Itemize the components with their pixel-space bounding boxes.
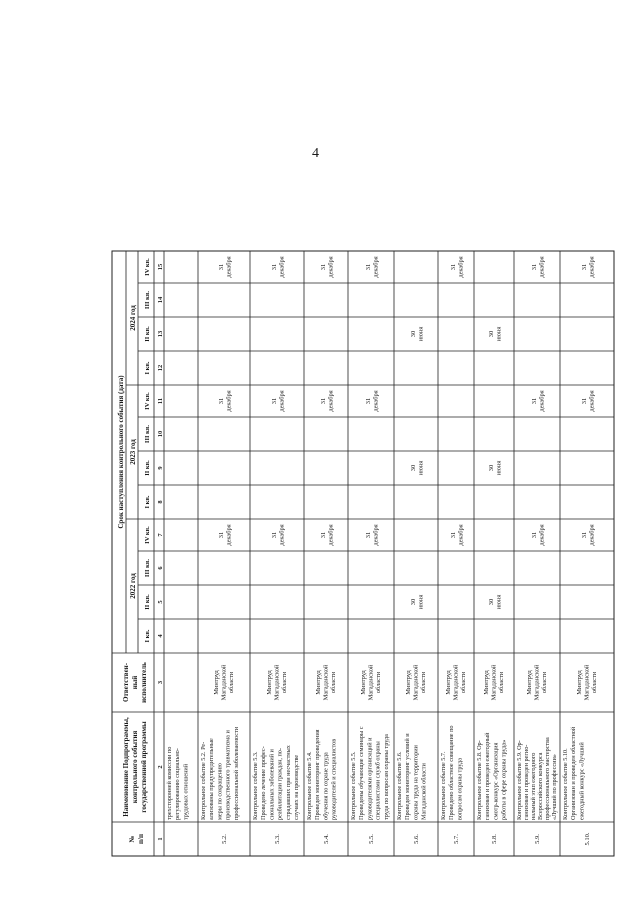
row-date: 31 <box>581 531 588 539</box>
row-name: Магаданской области <box>420 763 428 820</box>
row-date: июня <box>495 326 503 342</box>
column-number: 5 <box>157 600 164 604</box>
header-quarter: I кв. <box>144 629 151 643</box>
row-date: июня <box>417 326 425 342</box>
row-date: 30 <box>488 598 495 606</box>
row-responsible: Магаданской <box>273 664 281 701</box>
row-date: 31 <box>320 263 327 271</box>
row-date: 30 <box>488 330 495 338</box>
row-responsible: Магаданской <box>367 664 375 701</box>
row-date: 31 <box>218 531 225 539</box>
column-number: 2 <box>157 765 164 769</box>
header-resp: ный <box>131 675 139 690</box>
row-date: декабря <box>538 390 546 412</box>
header-quarter: III кв. <box>144 424 151 444</box>
row-date: 31 <box>531 531 538 539</box>
row-number: 5.6. <box>413 834 420 844</box>
row-responsible: Минтруд <box>445 670 452 695</box>
row-date: 31 <box>218 397 225 405</box>
row-date: 30 <box>410 598 417 606</box>
header-resp: исполнитель <box>140 662 148 703</box>
row-responsible: области <box>330 671 337 694</box>
header-quarter: III кв. <box>144 290 151 310</box>
row-name: Контрольное событие 5.10. <box>562 748 569 820</box>
row-name: смотр-конкурс «Организация <box>492 742 500 820</box>
row-number: 5.10. <box>584 832 591 846</box>
row-responsible: области <box>420 671 427 694</box>
row-responsible: Магаданской <box>533 664 541 701</box>
row-responsible: области <box>228 671 235 694</box>
row-name: специалистами служб охраны <box>374 741 382 820</box>
row-responsible: Минтруд <box>526 670 533 695</box>
row-date: декабря <box>538 256 546 278</box>
row-responsible: Минтруд <box>266 670 273 695</box>
header-name: контрольного события <box>131 730 139 804</box>
row-name: сиональных заболеваний и <box>268 749 276 820</box>
row-name: ганизован и проведен регио- <box>523 744 530 820</box>
row-responsible: Магаданской <box>490 664 498 701</box>
header-quarter: II кв. <box>144 326 151 342</box>
row-date: 31 <box>365 397 372 405</box>
row-date: декабря <box>372 256 380 278</box>
row-date: декабря <box>372 524 380 546</box>
column-number: 11 <box>157 397 164 405</box>
row-number: 5.5. <box>368 834 375 844</box>
row-date: 31 <box>271 263 278 271</box>
header-quarter: IV кв. <box>144 526 151 544</box>
row-responsible: области <box>281 671 288 694</box>
row-name: руководителей и специалистов <box>330 738 338 820</box>
row-date: декабря <box>278 256 286 278</box>
header-num: п/п <box>137 833 145 845</box>
row-name: профессионального мастерства <box>544 737 551 820</box>
row-date: июня <box>495 460 503 476</box>
row-name: регулированию социально- <box>174 748 182 820</box>
row-date: декабря <box>327 390 335 412</box>
row-responsible: области <box>498 671 505 694</box>
row-date: декабря <box>278 524 286 546</box>
row-responsible: Минтруд <box>576 670 583 695</box>
column-number: 12 <box>157 364 164 372</box>
header-quarter: I кв. <box>144 495 151 509</box>
row-date: декабря <box>538 524 546 546</box>
column-number: 1 <box>157 837 164 841</box>
row-date: декабря <box>225 524 233 546</box>
row-name: Контрольное событие 5.7. <box>440 751 447 820</box>
row-responsible: Минтруд <box>405 670 412 695</box>
row-name: Контрольное событие 5.3. <box>252 751 259 820</box>
row-date: 30 <box>410 464 417 472</box>
row-date: декабря <box>327 256 335 278</box>
row-date: декабря <box>457 256 465 278</box>
row-date: 30 <box>488 464 495 472</box>
row-responsible: Магаданской <box>452 664 460 701</box>
row-date: 31 <box>450 263 457 271</box>
row-responsible: Магаданской <box>583 664 591 701</box>
row-date: 31 <box>531 397 538 405</box>
header-quarter: II кв. <box>144 460 151 476</box>
row-name: реабилитации граждан, по- <box>276 748 284 820</box>
row-number: 5.4. <box>323 834 330 844</box>
column-number: 15 <box>157 263 164 271</box>
header-quarter: IV кв. <box>144 392 151 410</box>
row-date: 31 <box>271 531 278 539</box>
column-number: 8 <box>157 500 164 504</box>
column-number: 10 <box>157 430 164 438</box>
row-date: 31 <box>320 531 327 539</box>
row-name: охраны труда на территории <box>412 745 420 820</box>
row-name: трехсторонней комиссии по <box>166 746 173 820</box>
row-date: декабря <box>588 524 596 546</box>
row-name: Проведено лечение профес- <box>260 746 268 820</box>
row-date: июня <box>495 594 503 610</box>
column-number: 3 <box>157 680 164 685</box>
row-name: Контрольное событие 5.9. Ор- <box>516 740 523 820</box>
row-name: трудовых отношений <box>182 763 190 820</box>
row-date: декабря <box>225 390 233 412</box>
row-number: 5.3. <box>274 834 281 844</box>
row-name: производственного травматизма и <box>224 730 232 820</box>
row-name: страдавших при несчастных <box>284 745 292 820</box>
row-responsible: Минтруд <box>483 670 490 695</box>
column-number: 4 <box>157 634 164 638</box>
row-date: декабря <box>588 256 596 278</box>
row-responsible: области <box>460 671 467 694</box>
column-number: 7 <box>157 533 164 537</box>
row-name: Контрольное событие 5.5. <box>350 751 357 820</box>
row-name: обучения по охране труда <box>322 752 330 820</box>
row-date: 31 <box>271 397 278 405</box>
row-responsible: Минтруд <box>360 670 367 695</box>
row-date: декабря <box>457 524 465 546</box>
row-name: Проведены обучающие семинары с <box>358 726 366 820</box>
row-name: работы в сфере охраны труда» <box>500 739 508 820</box>
row-name: «Лучший по профессии» <box>551 754 558 820</box>
row-date: декабря <box>327 524 335 546</box>
row-responsible: области <box>591 671 598 694</box>
row-name: Контрольное событие 5.8. Ор- <box>476 740 483 820</box>
column-number: 13 <box>157 330 164 338</box>
row-responsible: Магаданской <box>220 664 228 701</box>
row-date: декабря <box>588 390 596 412</box>
row-date: 31 <box>581 397 588 405</box>
header-name: Наименование Подпрограммы, <box>122 717 130 817</box>
schedule-table <box>112 28 598 856</box>
row-date: 31 <box>450 531 457 539</box>
header-year: 2023 год <box>129 439 137 465</box>
header-year: 2022 год <box>129 573 137 599</box>
rotated-table-scan <box>112 28 598 856</box>
row-date: 31 <box>365 531 372 539</box>
row-number: 5.2. <box>221 834 228 844</box>
row-name: Всероссийского конкурса <box>537 752 544 820</box>
header-year: 2024 год <box>129 305 137 331</box>
row-name: нальный этап ежегодного <box>530 752 537 820</box>
row-name: Контрольное событие 5.6. <box>396 751 403 820</box>
row-date: 30 <box>410 330 417 338</box>
row-responsible: Магаданской <box>322 664 330 701</box>
column-number: 14 <box>157 296 164 304</box>
header-quarter: III кв. <box>144 558 151 578</box>
row-date: 31 <box>365 263 372 271</box>
header-quarter: II кв. <box>144 594 151 610</box>
row-name: Проведено областное совещание по <box>448 725 456 820</box>
row-name: вопросам охраны труда <box>456 758 464 820</box>
row-date: декабря <box>372 390 380 412</box>
row-date: июня <box>417 594 425 610</box>
header-name: государственной программы <box>140 721 148 813</box>
row-name: Организован и проведен областной <box>570 726 578 820</box>
header-num: № <box>128 835 136 843</box>
header-quarter: IV кв. <box>144 258 151 276</box>
row-responsible: Минтруд <box>315 670 322 695</box>
row-number: 5.7. <box>453 834 460 844</box>
row-date: 31 <box>218 263 225 271</box>
row-number: 5.9. <box>534 834 541 844</box>
row-responsible: Минтруд <box>213 670 220 695</box>
row-name: Проведен мониторинг условий и <box>404 733 412 820</box>
header-quarter: I кв. <box>144 361 151 375</box>
header-deadline: Срок наступления контрольного события (дата) <box>117 375 125 529</box>
row-name: труда по вопросам охраны труда <box>382 734 390 820</box>
row-responsible: области <box>541 671 548 694</box>
row-responsible: Магаданской <box>412 664 420 701</box>
row-name: Проведен мониторинг проведения <box>314 729 322 820</box>
row-name: Контрольное событие 5.2. Ре- <box>200 741 207 820</box>
row-date: 31 <box>320 397 327 405</box>
row-name: ганизован и проведен ежегодный <box>484 732 492 820</box>
row-responsible: области <box>375 671 382 694</box>
row-date: декабря <box>278 390 286 412</box>
row-name: случаях на производстве <box>293 754 300 820</box>
column-number: 9 <box>157 466 164 470</box>
header-resp: Ответствен- <box>122 662 130 703</box>
row-name: профессиональной заболеваемости <box>232 726 240 820</box>
row-date: июня <box>417 460 425 476</box>
row-name: ежегодный конкурс «Лучший <box>578 742 586 820</box>
row-date: 31 <box>531 263 538 271</box>
row-number: 5.8. <box>491 834 498 844</box>
row-date: декабря <box>225 256 233 278</box>
row-name: меры по сокращению <box>216 763 224 820</box>
page-number: 4 <box>312 146 319 161</box>
row-name: Контрольное событие 5.4. <box>306 751 313 820</box>
row-name: руководителями организаций и <box>366 737 374 820</box>
column-number: 6 <box>157 566 164 570</box>
row-name: ализованы предупредительные <box>208 738 216 820</box>
row-date: 31 <box>581 263 588 271</box>
